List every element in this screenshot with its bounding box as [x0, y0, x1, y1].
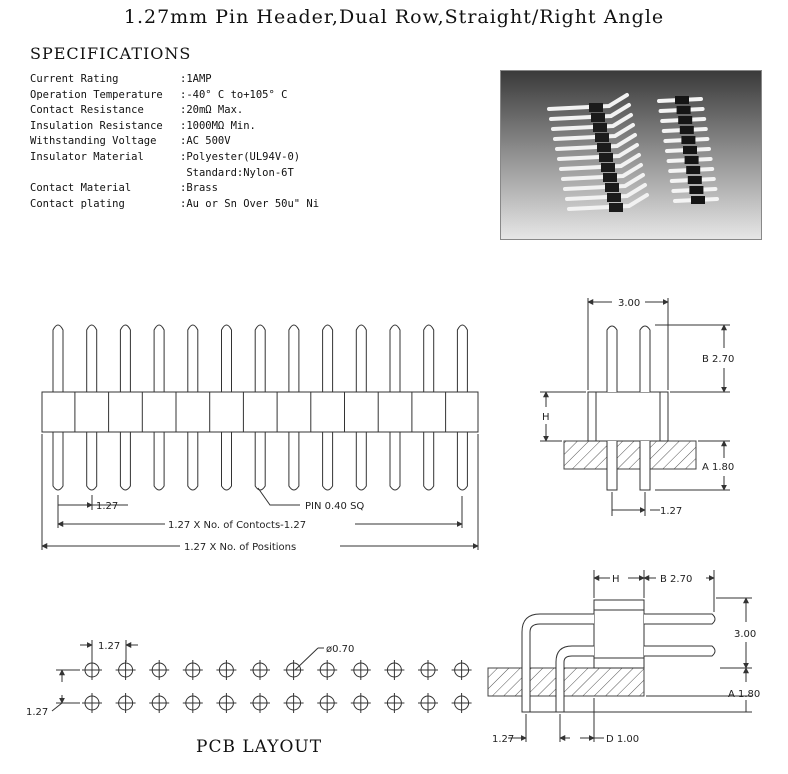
- pcb-hole-label: ø0.70: [326, 644, 355, 655]
- front-pin: [356, 325, 366, 392]
- front-pin: [53, 325, 63, 392]
- pcb-layout-label: PCB LAYOUT: [196, 737, 323, 757]
- front-pin-tail: [255, 432, 265, 490]
- spec-value: :1000MΩ Min.: [180, 119, 256, 132]
- pcb-hole: [116, 693, 136, 713]
- front-pin-tail: [356, 432, 366, 490]
- positions-dimension-label: 1.27 X No. of Positions: [184, 542, 297, 553]
- front-pin: [457, 325, 467, 392]
- spec-label: Withstanding Voltage: [30, 135, 157, 148]
- front-pin: [255, 325, 265, 392]
- spec-label: Contact Resistance: [30, 104, 144, 117]
- pcb-hole: [284, 660, 304, 680]
- pcb-hole: [216, 660, 236, 680]
- front-pin-tail: [222, 432, 232, 490]
- front-pin: [289, 325, 299, 392]
- straight-side-view-drawing: [540, 298, 730, 516]
- pcb-hole: [250, 693, 270, 713]
- straight-a-label: A 1.80: [702, 462, 735, 473]
- pcb-hole: [82, 693, 102, 713]
- pcb-hole: [452, 693, 472, 713]
- pcb-hole: [149, 693, 169, 713]
- straight-b-label: B 2.70: [702, 354, 735, 365]
- right-angle-d-label: D 1.00: [606, 734, 640, 745]
- front-pin: [424, 325, 434, 392]
- front-pin-tail: [188, 432, 198, 490]
- spec-label: Contact Material: [30, 182, 132, 195]
- right-angle-side-view-drawing: [488, 570, 752, 742]
- pcb-hole: [317, 693, 337, 713]
- spec-value: :AC 500V: [180, 135, 231, 148]
- spec-label: Contact plating: [30, 197, 125, 210]
- front-pin: [154, 325, 164, 392]
- spec-value: :Brass: [180, 182, 218, 195]
- front-pitch-label: 1.27: [96, 501, 119, 512]
- front-pin-tail: [424, 432, 434, 490]
- pcb-hole: [384, 693, 404, 713]
- front-pin: [188, 325, 198, 392]
- front-view-drawing: [42, 325, 478, 550]
- page-title: 1.27mm Pin Header,Dual Row,Straight/Right Angle: [123, 6, 665, 28]
- front-pin: [222, 325, 232, 392]
- spec-value: :20mΩ Max.: [180, 104, 244, 117]
- spec-value: Standard:Nylon-6T: [180, 166, 294, 179]
- pcb-hole: [351, 693, 371, 713]
- front-pin-tail: [53, 432, 63, 490]
- right-angle-h-label: H: [612, 574, 620, 585]
- front-pin-tail: [87, 432, 97, 490]
- front-pin: [323, 325, 333, 392]
- front-pin: [87, 325, 97, 392]
- pcb-hole: [452, 660, 472, 680]
- contacts-dimension-label: 1.27 X No. of Contocts-1.27: [168, 520, 307, 531]
- front-pin-tail: [289, 432, 299, 490]
- front-pin-tail: [120, 432, 130, 490]
- front-pin-tail: [154, 432, 164, 490]
- spec-value: :Au or Sn Over 50u" Ni: [180, 197, 320, 210]
- pcb-hole: [317, 660, 337, 680]
- front-pin: [390, 325, 400, 392]
- straight-pitch-label: 1.27: [660, 506, 683, 517]
- right-angle-a-label: A 1.80: [728, 689, 761, 700]
- pcb-pitch-y-label: 1.27: [26, 707, 49, 718]
- specifications-heading: SPECIFICATIONS: [30, 44, 192, 63]
- front-pin-tail: [323, 432, 333, 490]
- pcb-hole: [216, 693, 236, 713]
- spec-label: Operation Temperature: [30, 88, 163, 101]
- pcb-hole: [250, 660, 270, 680]
- pcb-hole: [284, 693, 304, 713]
- right-angle-b-label: B 2.70: [660, 574, 693, 585]
- pcb-hole: [384, 660, 404, 680]
- pcb-pitch-x-label: 1.27: [98, 641, 121, 652]
- spec-label: Insulation Resistance: [30, 119, 163, 132]
- front-pin-tail: [457, 432, 467, 490]
- spec-label: Insulator Material: [30, 150, 144, 163]
- straight-h-label: H: [542, 412, 550, 423]
- pcb-hole: [116, 660, 136, 680]
- spec-value: :Polyester(UL94V-0): [180, 150, 301, 163]
- spec-value: :1AMP: [180, 73, 212, 85]
- straight-width-label: 3.00: [618, 298, 641, 309]
- pcb-hole: [82, 660, 102, 680]
- pcb-hole: [183, 693, 203, 713]
- pcb-hole: [183, 660, 203, 680]
- pcb-hole: [418, 660, 438, 680]
- pcb-hole: [418, 693, 438, 713]
- pcb-hole: [149, 660, 169, 680]
- right-angle-spacing-label: 3.00: [734, 629, 757, 640]
- pin-size-label: PIN 0.40 SQ: [305, 501, 365, 512]
- front-pin-tail: [390, 432, 400, 490]
- pcb-hole: [351, 660, 371, 680]
- right-angle-pitch-label: 1.27: [492, 734, 515, 745]
- spec-value: :-40° C to+105° C: [180, 88, 288, 101]
- spec-label: Current Rating: [30, 73, 119, 85]
- front-pin: [120, 325, 130, 392]
